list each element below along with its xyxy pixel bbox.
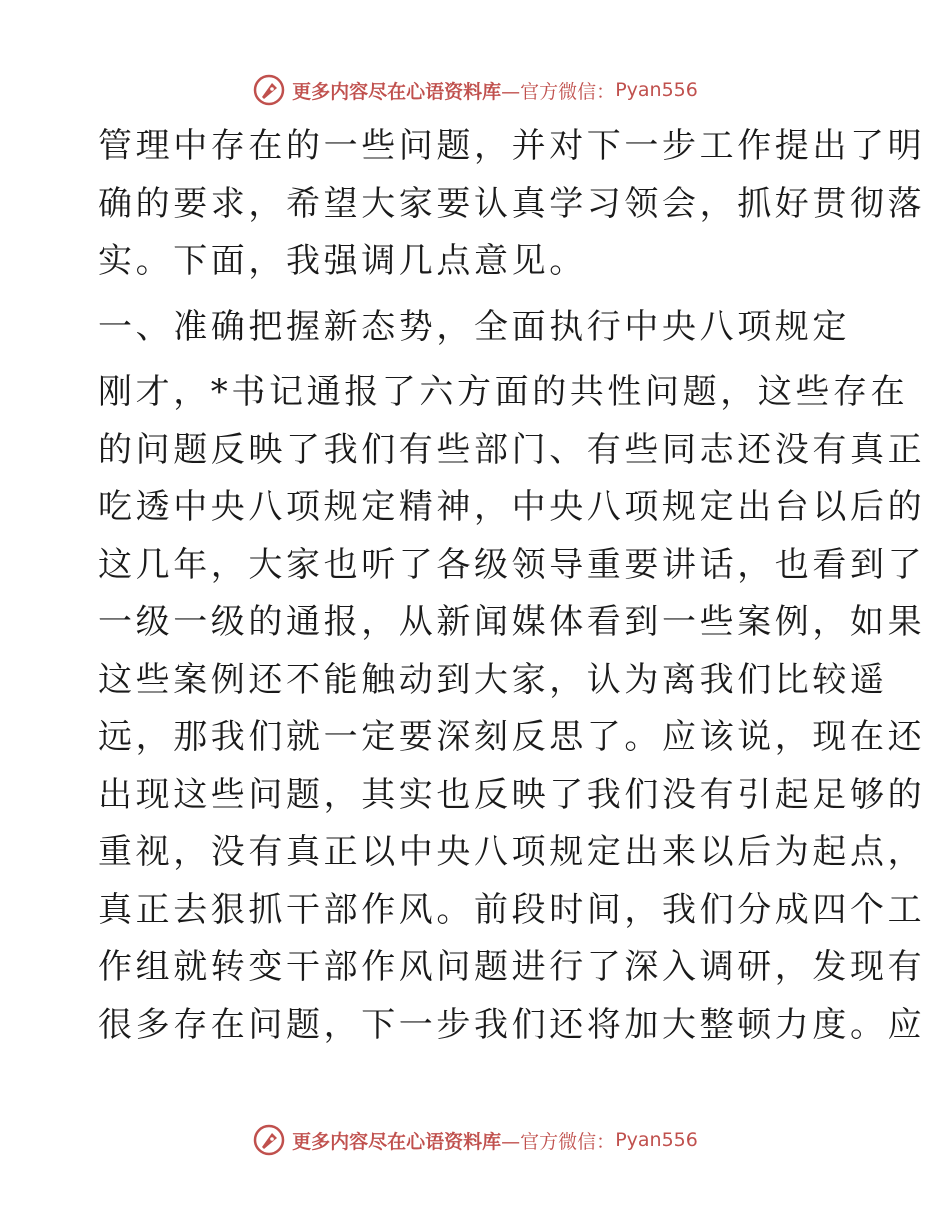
section-heading <box>98 299 858 357</box>
paragraph-intro <box>98 118 926 291</box>
watermark-wechat-id: Pyan556 <box>615 79 698 101</box>
text-line: 刚才，*书记通报了六方面的共性问题，这些存在 <box>98 372 909 412</box>
text-line: 管理中存在的一些问题，并对下一步工作提出了明 <box>98 126 926 166</box>
text-line: 实。下面，我强调几点意见。 <box>98 241 587 281</box>
text-line: 吃透中央八项规定精神，中央八项规定出台以后的 <box>98 487 926 527</box>
footer-watermark <box>0 1120 950 1160</box>
text-line: 出现这些问题，其实也反映了我们没有引起足够的 <box>98 774 926 815</box>
watermark-prefix: 更多内容尽在心语资料库 <box>292 80 502 103</box>
watermark-wechat-id: Pyan556 <box>615 1129 698 1151</box>
text-line: 重视，没有真正以中央八项规定出来以后为起点， <box>98 832 926 872</box>
text-line: 这些案例还不能触动到大家，认为离我们比较遥 <box>98 659 888 700</box>
text-line: 真正去狠抓干部作风。前段时间，我们分成四个工 <box>98 889 926 930</box>
text-line: 一级一级的通报，从新闻媒体看到一些案例，如果 <box>98 602 926 642</box>
pen-nib-circle-icon <box>252 73 286 107</box>
text-line: 的问题反映了我们有些部门、有些同志还没有真正 <box>98 429 926 470</box>
text-line: 很多存在问题，下一步我们还将加大整顿力度。应 <box>98 1004 926 1045</box>
document-body <box>98 118 926 1054</box>
text-line: 作组就转变干部作风问题进行了深入调研，发现有 <box>98 947 926 987</box>
pen-nib-circle-icon <box>252 1123 286 1157</box>
watermark-prefix: 更多内容尽在心语资料库 <box>292 1130 502 1153</box>
watermark-separator: —官方微信： <box>501 1130 616 1153</box>
text-line: 确的要求，希望大家要认真学习领会，抓好贯彻落 <box>98 183 926 224</box>
watermark-separator: —官方微信： <box>501 80 616 103</box>
header-watermark <box>0 70 950 110</box>
text-line: 这几年，大家也听了各级领导重要讲话，也看到了 <box>98 544 926 585</box>
text-line: 远，那我们就一定要深刻反思了。应该说，现在还 <box>98 717 926 757</box>
heading-line: 一、准确把握新态势，全面执行中央八项规定 <box>98 306 850 347</box>
paragraph-body <box>98 364 926 1054</box>
